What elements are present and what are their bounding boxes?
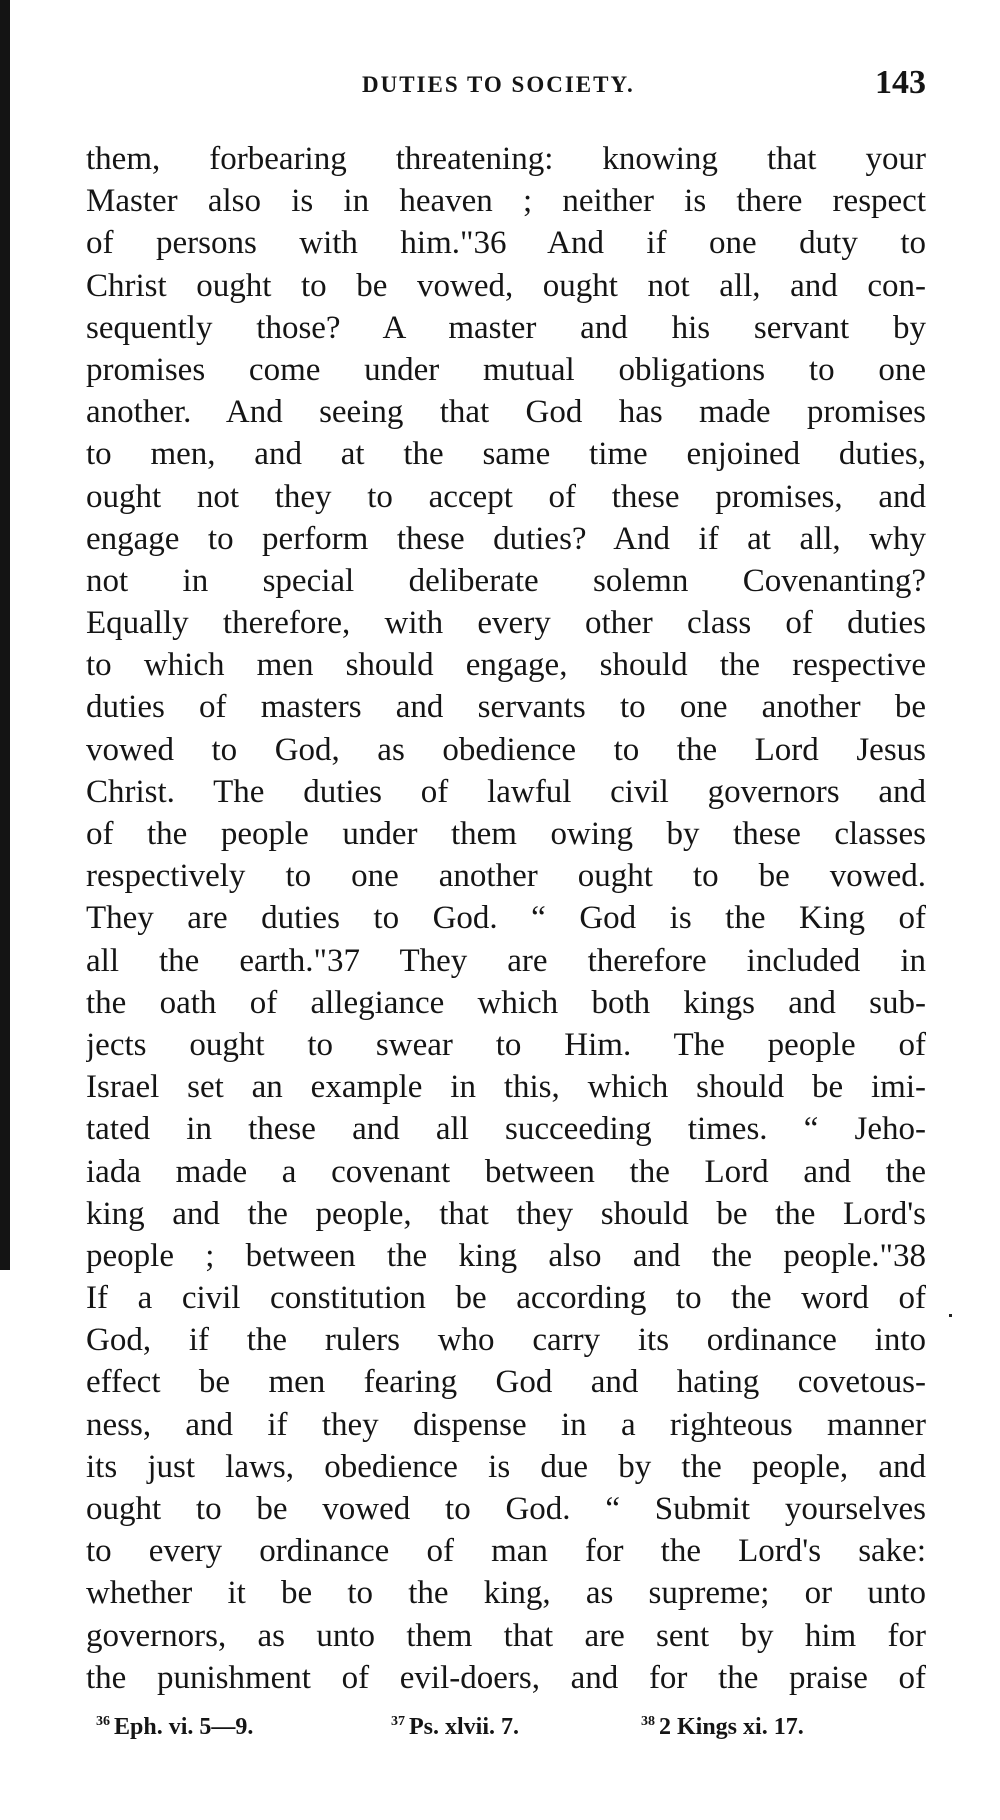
text-line: people ; between the king also and the people."38 — [86, 1237, 926, 1274]
text-line: ought not they to accept of these promises, and — [86, 478, 926, 515]
text-line: to men, and at the same time enjoined duties, — [86, 436, 926, 473]
footnotes — [96, 1714, 916, 1750]
footnote-marker: 36 — [96, 1714, 110, 1729]
footnote-36 — [96, 1714, 253, 1741]
footnote-citation: Eph. vi. 5—9. — [114, 1714, 254, 1740]
text-line: Master also is in heaven ; neither is there respect — [86, 183, 926, 220]
print-speck — [949, 1314, 952, 1317]
page-number: 143 — [875, 64, 926, 101]
text-line: promises come under mutual obligations to one — [86, 351, 926, 388]
main-text-block — [86, 138, 926, 1699]
text-line: them, forbearing threatening: knowing that your — [86, 141, 926, 177]
footnote-citation: Ps. xlvii. 7. — [409, 1714, 520, 1740]
text-line: its just laws, obedience is due by the people, and — [86, 1448, 926, 1485]
text-line: governors, as unto them that are sent by him for — [86, 1617, 926, 1654]
text-line: respectively to one another ought to be vowed. — [86, 858, 926, 895]
running-head: DUTIES TO SOCIETY. — [362, 72, 635, 97]
binding-shadow — [0, 0, 10, 1270]
text-line: king and the people, that they should be the Lord's — [86, 1195, 926, 1232]
text-line: Christ ought to be vowed, ought not all, and con- — [86, 267, 926, 304]
footnote-marker: 37 — [391, 1714, 405, 1729]
text-line: effect be men fearing God and hating covetous- — [86, 1364, 926, 1401]
text-line: all the earth."37 They are therefore included in — [86, 942, 926, 979]
text-line: If a civil constitution be according to the word of — [86, 1280, 926, 1317]
footnote-37 — [391, 1714, 519, 1741]
text-line: They are duties to God. “ God is the King of — [86, 900, 926, 937]
text-line: ought to be vowed to God. “ Submit yourselves — [86, 1491, 926, 1527]
text-line: vowed to God, as obedience to the Lord Jesus — [86, 731, 926, 768]
text-line: another. And seeing that God has made promises — [86, 394, 926, 431]
text-line: God, if the rulers who carry its ordinance into — [86, 1322, 926, 1359]
text-line: jects ought to swear to Him. The people of — [86, 1026, 926, 1063]
text-line: Christ. The duties of lawful civil governors and — [86, 773, 926, 810]
text-line: whether it be to the king, as supreme; or unto — [86, 1575, 926, 1612]
text-line: to which men should engage, should the respective — [86, 647, 926, 684]
text-line: of persons with him."36 And if one duty to — [86, 225, 926, 262]
text-line: ness, and if they dispense in a righteous manner — [86, 1406, 926, 1443]
page-header — [86, 64, 926, 120]
footnote-38 — [641, 1714, 804, 1741]
text-line: tated in these and all succeeding times. “ Jeho- — [86, 1111, 926, 1148]
text-line: to every ordinance of man for the Lord's sake: — [86, 1533, 926, 1570]
text-line: Israel set an example in this, which should be imi- — [86, 1069, 926, 1106]
footnote-citation: 2 Kings xi. 17. — [659, 1714, 804, 1740]
text-line: Equally therefore, with every other class of duties — [86, 605, 926, 642]
text-line: the oath of allegiance which both kings and sub- — [86, 984, 926, 1021]
text-line: the punishment of evil-doers, and for the praise of — [86, 1659, 926, 1696]
text-line: sequently those? A master and his servant by — [86, 309, 926, 346]
footnote-marker: 38 — [641, 1714, 655, 1729]
text-line: not in special deliberate solemn Covenanting? — [86, 562, 926, 599]
text-line: of the people under them owing by these classes — [86, 816, 926, 852]
text-line: duties of masters and servants to one another be — [86, 689, 926, 726]
text-line: iada made a covenant between the Lord and the — [86, 1153, 926, 1190]
text-line: engage to perform these duties? And if at all, why — [86, 520, 926, 557]
